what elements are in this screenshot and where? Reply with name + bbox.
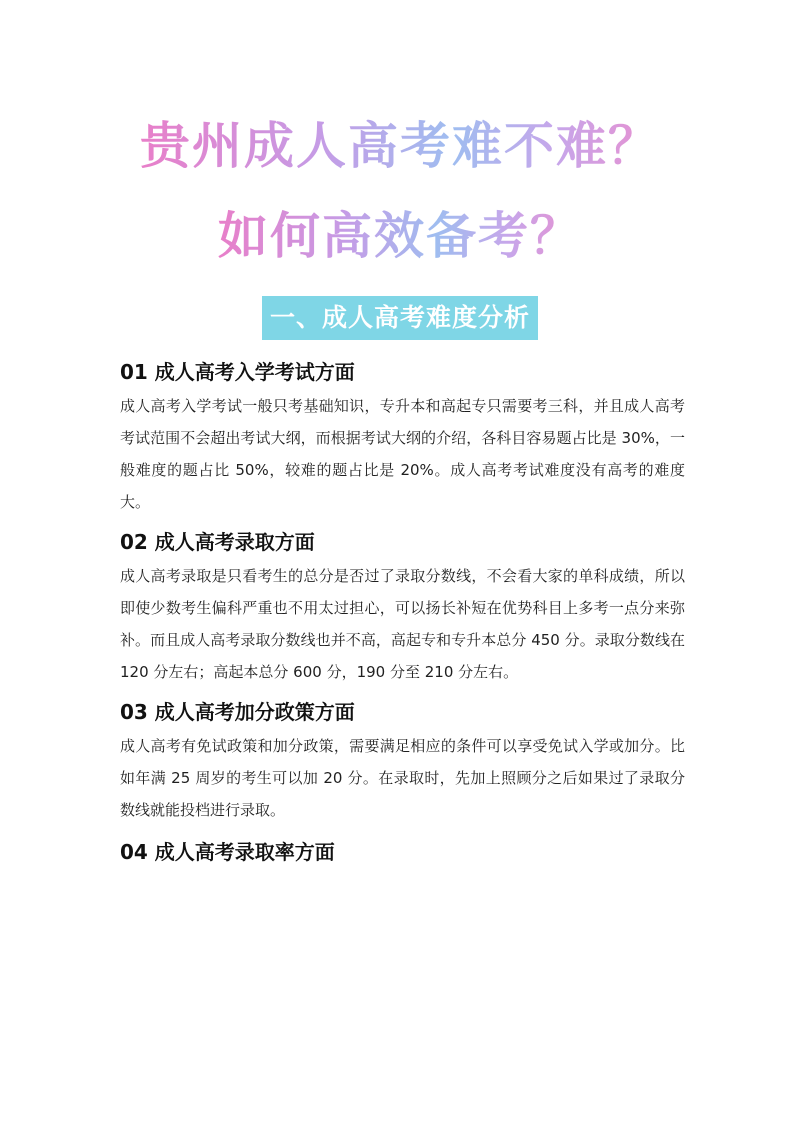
title-line-1 bbox=[0, 116, 800, 176]
section-paragraph: 成人高考入学考试一般只考基础知识，专升本和高起专只需要考三科，并且成人高考考试范围不会超出考试大纲，而根据考试大纲的介绍，各科目容易题占比是 30%，一般难度的题占比 50%，较难的题占比是 20%。成人高考考试难度没有高考的难度大。 bbox=[120, 397, 685, 511]
section-heading: 04 成人高考录取率方面 bbox=[120, 840, 335, 864]
section-1 bbox=[120, 354, 685, 518]
section-3 bbox=[120, 694, 685, 826]
title-text-2: 如何高效备考？ bbox=[218, 207, 582, 265]
section-heading: 03 成人高考加分政策方面 bbox=[120, 700, 355, 724]
title-text-1: 贵州成人高考难不难？ bbox=[140, 117, 660, 175]
section-banner-container bbox=[0, 296, 800, 340]
section-2 bbox=[120, 524, 685, 688]
section-heading: 02 成人高考录取方面 bbox=[120, 530, 315, 554]
title-line-2 bbox=[0, 206, 800, 266]
section-banner: 一、成人高考难度分析 bbox=[262, 296, 538, 340]
section-paragraph: 成人高考录取是只看考生的总分是否过了录取分数线，不会看大家的单科成绩，所以即使少数考生偏科严重也不用太过担心，可以扬长补短在优势科目上多考一点分来弥补。而且成人高考录取分数线也并不高，高起专和专升本总分 450 分。录取分数线在 120 分左右；高起本总分 600 分，190 分至 210 分左右。 bbox=[120, 567, 685, 681]
article-body bbox=[120, 354, 685, 876]
section-4 bbox=[120, 834, 685, 870]
section-paragraph: 成人高考有免试政策和加分政策，需要满足相应的条件可以享受免试入学或加分。比如年满 25 周岁的考生可以加 20 分。在录取时，先加上照顾分之后如果过了录取分数线就能投档进行录取。 bbox=[120, 737, 685, 819]
section-heading: 01 成人高考入学考试方面 bbox=[120, 360, 355, 384]
